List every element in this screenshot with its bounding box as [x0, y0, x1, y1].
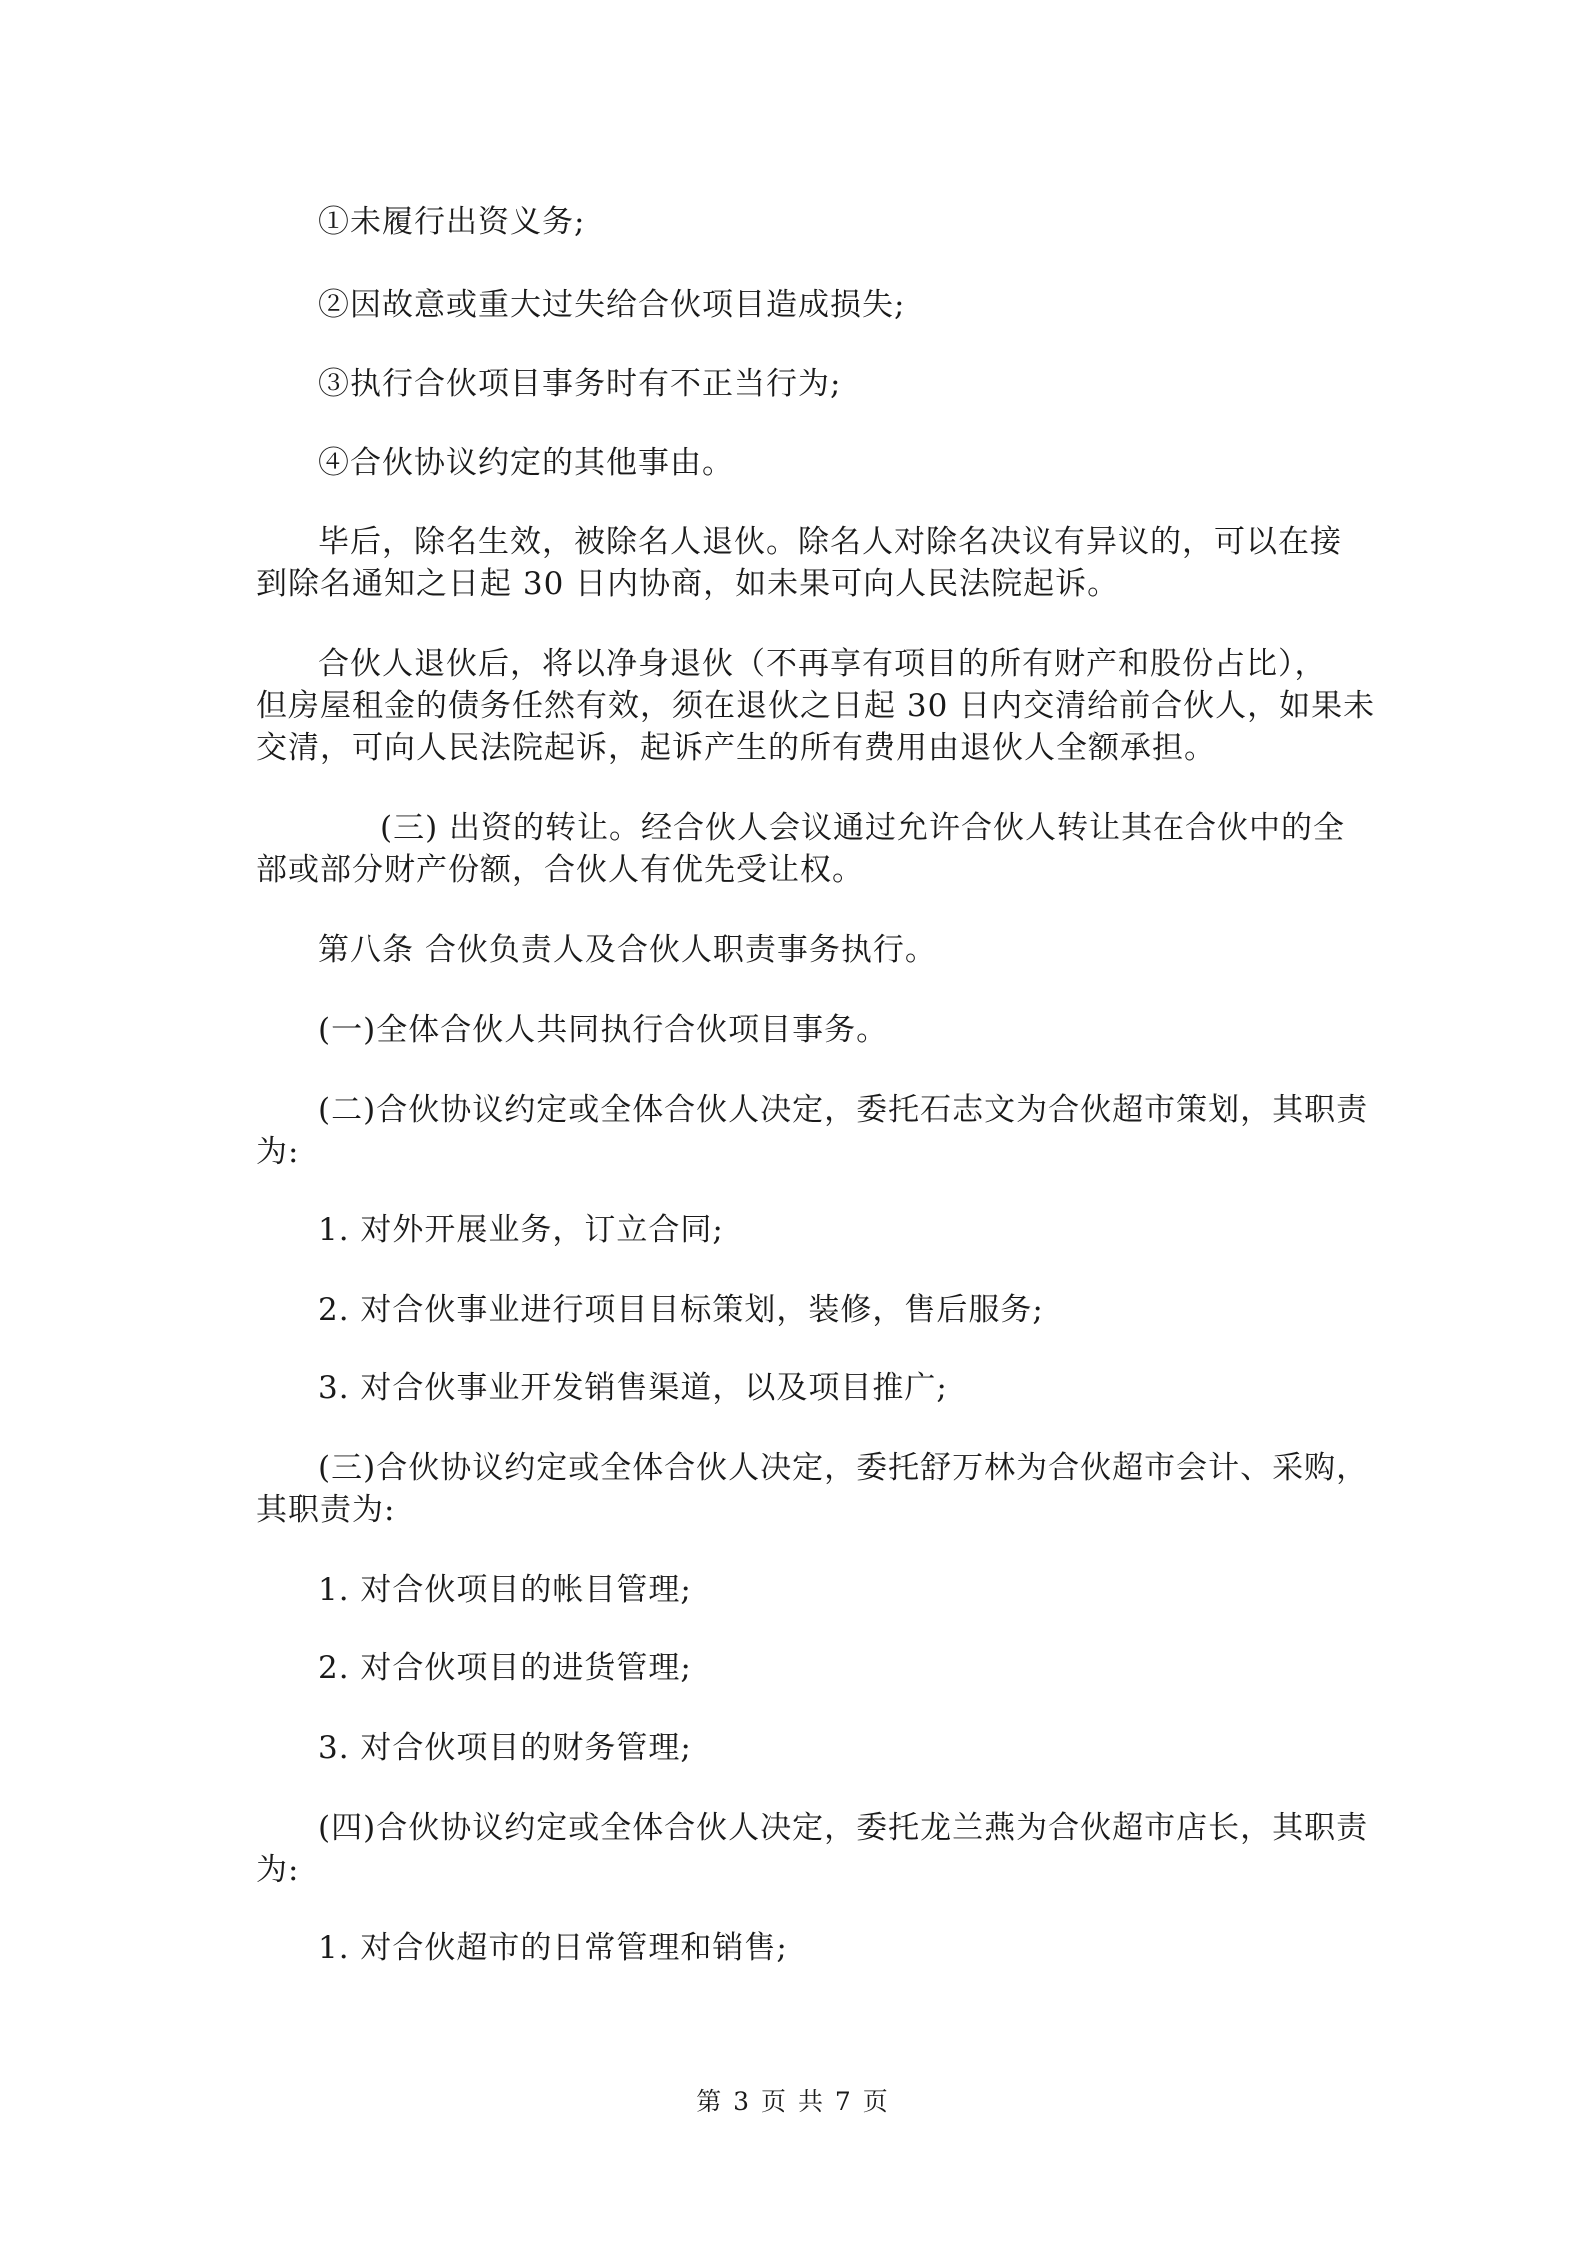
duty-item: 3. 对合伙项目的财务管理; [318, 1730, 692, 1766]
paragraph-line: (三)合伙协议约定或全体合伙人决定，委托舒万林为合伙超市会计、采购， [318, 1450, 1369, 1486]
duty-item: 1. 对合伙项目的帐目管理; [318, 1572, 692, 1608]
paragraph-line: (二)合伙协议约定或全体合伙人决定，委托石志文为合伙超市策划，其职责 [318, 1092, 1369, 1128]
article-heading: 第八条 合伙负责人及合伙人职责事务执行。 [318, 932, 937, 968]
paragraph-line: 为: [256, 1852, 300, 1888]
paragraph-line: 到除名通知之日起 30 日内协商，如未果可向人民法院起诉。 [256, 566, 1120, 602]
paragraph-line: (四)合伙协议约定或全体合伙人决定，委托龙兰燕为合伙超市店长，其职责 [318, 1810, 1369, 1846]
duty-item: 3. 对合伙事业开发销售渠道，以及项目推广; [318, 1370, 948, 1406]
duty-item: 2. 对合伙事业进行项目目标策划，装修，售后服务; [318, 1292, 1044, 1328]
clause-item-2: ②因故意或重大过失给合伙项目造成损失; [318, 287, 906, 323]
paragraph-line: 为: [256, 1134, 300, 1170]
paragraph-line: (三) 出资的转让。经合伙人会议通过允许合伙人转让其在合伙中的全 [380, 810, 1346, 846]
paragraph-line: 交清，可向人民法院起诉，起诉产生的所有费用由退伙人全额承担。 [256, 730, 1216, 766]
clause-item-1: ①未履行出资义务; [318, 204, 586, 240]
duty-item: 1. 对外开展业务，订立合同; [318, 1212, 724, 1248]
paragraph-line: 但房屋租金的债务任然有效，须在退伙之日起 30 日内交清给前合伙人，如果未 [256, 688, 1376, 724]
paragraph-line: 部或部分财产份额，合伙人有优先受让权。 [256, 852, 864, 888]
clause-item: (一)全体合伙人共同执行合伙项目事务。 [318, 1012, 889, 1048]
duty-item: 1. 对合伙超市的日常管理和销售; [318, 1930, 788, 1966]
clause-item-4: ④合伙协议约定的其他事由。 [318, 445, 734, 481]
paragraph-line: 其职责为: [256, 1492, 396, 1528]
paragraph-line: 合伙人退伙后，将以净身退伙（不再享有项目的所有财产和股份占比）， [318, 646, 1327, 682]
page-number-footer: 第 3 页 共 7 页 [696, 2087, 890, 2116]
clause-item-3: ③执行合伙项目事务时有不正当行为; [318, 366, 842, 402]
paragraph-line: 毕后，除名生效，被除名人退伙。除名人对除名决议有异议的，可以在接 [318, 524, 1342, 560]
duty-item: 2. 对合伙项目的进货管理; [318, 1650, 692, 1686]
